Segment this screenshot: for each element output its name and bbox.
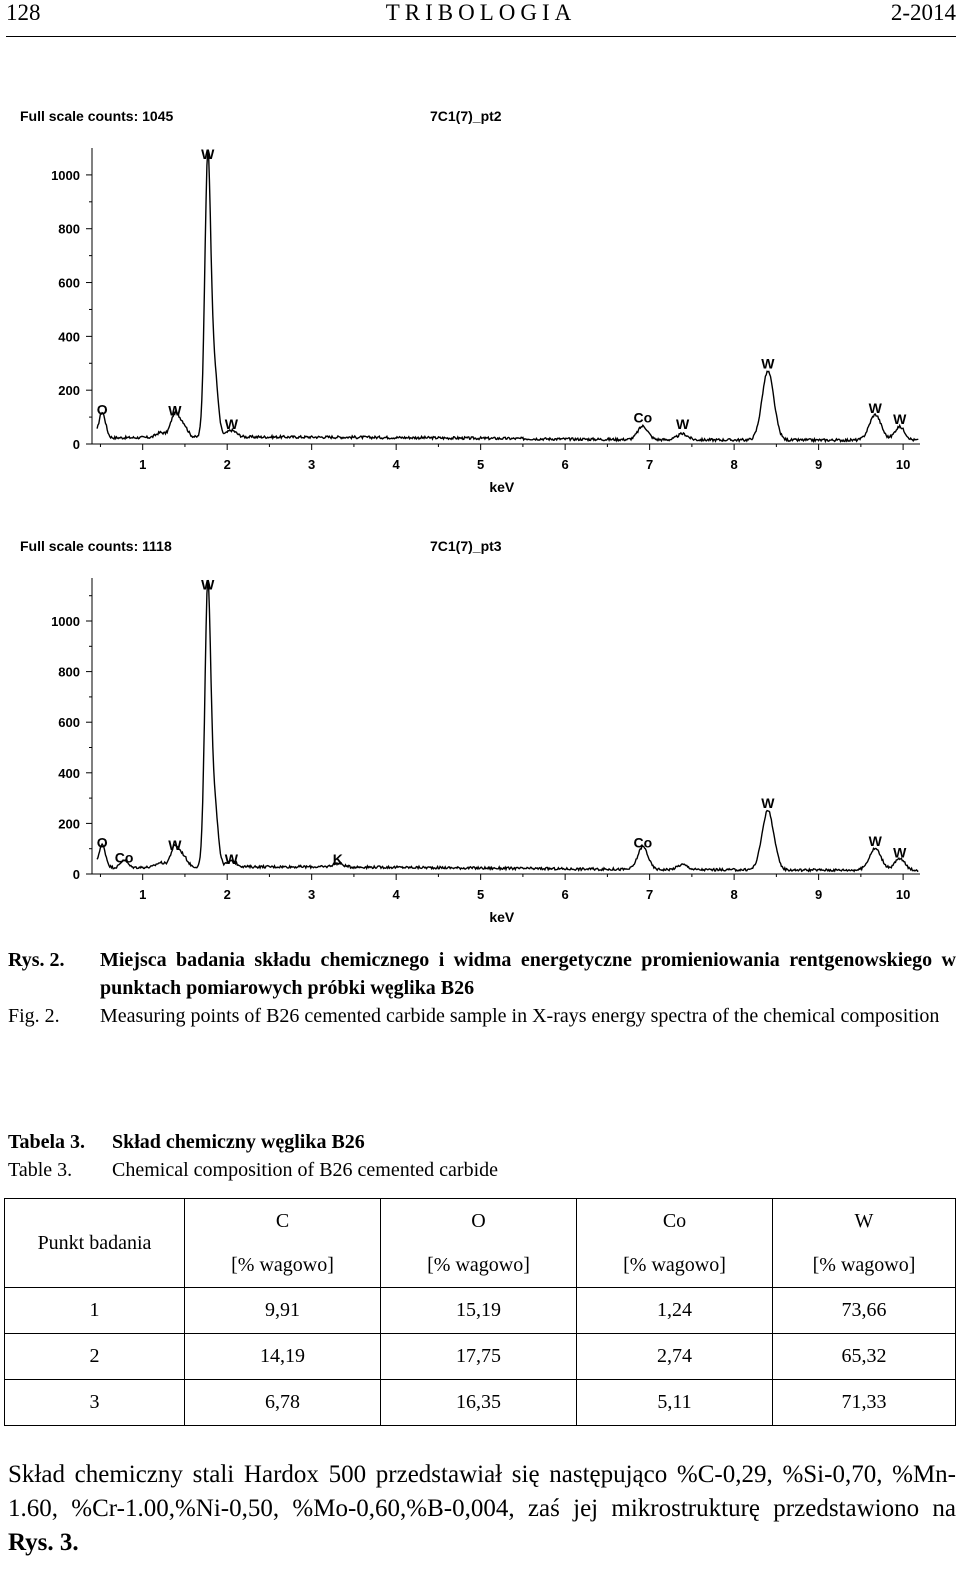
table-cell: 14,19 [185,1334,381,1380]
y-tick-label: 0 [72,437,80,452]
paragraph-text: Skład chemiczny stali Hardox 500 przedstawiał się następująco %C-0,29, %Si-0,70, %Mn-1.60, %Cr-1.00,%Ni-0,50, %Mo-0,60,%B-0,004, zaś jej mikrostrukturę przedstawiono na [8,1461,956,1522]
peak-label: W [761,355,775,372]
peak-label: W [224,416,239,433]
y-tick-label: 800 [58,664,80,680]
x-tick-label: 6 [561,457,569,472]
table-cell: 16,35 [381,1380,577,1426]
table-row [5,1334,956,1380]
x-tick-label: 5 [477,457,485,472]
table-header-row [5,1199,956,1244]
figure-reference: Rys. 3. [8,1529,79,1556]
table-title-pl: Skład chemiczny węglika B26 [112,1131,365,1153]
spectrum-title: 7C1(7)_pt2 [430,108,502,124]
x-tick-label: 3 [308,457,316,472]
table-label-en: Table 3. [8,1159,73,1181]
y-tick-label: 400 [58,765,80,781]
header-unit: [% wagowo] [381,1243,577,1288]
spectrum-svg-pt3 [0,520,960,940]
header-element-c: C [185,1199,381,1244]
peak-label: W [201,145,215,162]
x-tick-label: 8 [730,887,738,902]
header-unit: [% wagowo] [185,1243,381,1288]
x-tick-label: 8 [730,457,738,472]
y-tick-label: 600 [58,715,80,731]
table-cell: 73,66 [773,1288,956,1334]
x-tick-label: 9 [814,887,823,902]
y-tick-label: 400 [58,329,80,345]
figure-caption [8,946,956,1030]
spectrum-line [97,151,918,442]
page-number: 128 [6,0,41,25]
figure-caption-en [8,1002,956,1030]
peak-label: W [868,833,882,850]
peak-label: O [96,834,108,851]
x-tick-label: 10 [895,457,911,472]
y-tick-label: 800 [58,221,80,237]
peak-label: W [893,844,907,861]
table-cell: 1 [5,1288,185,1334]
spectrum-svg-pt2 [0,90,960,510]
table-caption-en [8,1156,498,1184]
full-scale-counts: Full scale counts: 1118 [20,538,172,554]
body-paragraph [8,1458,956,1560]
table-caption [8,1128,498,1184]
table-cell: 1,24 [577,1288,773,1334]
spectrum-title: 7C1(7)_pt3 [430,538,502,554]
header-element-co: Co [577,1199,773,1244]
table-cell: 2 [5,1334,185,1380]
table-cell: 65,32 [773,1334,956,1380]
table-cell: 9,91 [185,1288,381,1334]
figure-label-pl: Rys. 2. [8,949,65,971]
x-tick-label: 2 [223,457,231,472]
y-tick-label: 600 [58,275,80,291]
spectrum-line [97,580,918,871]
x-tick-label: 6 [561,887,569,902]
header-element-w: W [773,1199,956,1244]
x-tick-label: 4 [392,457,400,472]
spectrum-chart-pt3 [0,520,960,940]
issue-number: 2-2014 [890,0,956,25]
peak-label: W [168,402,182,419]
table-cell: 15,19 [381,1288,577,1334]
x-tick-label: 9 [814,457,823,472]
header-unit: [% wagowo] [773,1243,956,1288]
figure-text-en: Measuring points of B26 cemented carbide sample in X-rays energy spectra of the chemical composition [100,1005,940,1027]
peak-label: Co [633,834,653,851]
table-row [5,1288,956,1334]
y-tick-label: 0 [72,867,80,882]
x-tick-label: 3 [308,887,316,902]
peak-label: W [168,836,182,853]
y-tick-label: 200 [58,816,80,832]
full-scale-counts: Full scale counts: 1045 [20,108,174,124]
table-cell: 71,33 [773,1380,956,1426]
header-measurement-point: Punkt badania [5,1199,185,1288]
figure-label-en: Fig. 2. [8,1005,60,1027]
header-element-o: O [381,1199,577,1244]
header-unit: [% wagowo] [577,1243,773,1288]
table-cell: 6,78 [185,1380,381,1426]
peak-label: W [893,410,907,427]
x-tick-label: 1 [139,887,147,902]
y-tick-label: 1000 [51,167,80,183]
peak-label: Co [114,849,134,866]
table-row [5,1380,956,1426]
x-tick-label: 7 [646,887,654,902]
table-cell: 3 [5,1380,185,1426]
x-tick-label: 7 [646,457,654,472]
spectrum-chart-pt2 [0,90,960,510]
peak-label: W [868,400,882,417]
peak-label: Co [633,409,653,426]
peak-label: W [224,850,239,867]
peak-label: W [675,416,690,433]
composition-table [4,1198,956,1426]
x-tick-label: 5 [477,887,485,902]
peak-label: W [761,795,775,812]
table-title-en: Chemical composition of B26 cemented carbide [112,1159,498,1181]
table-cell: 5,11 [577,1380,773,1426]
y-tick-label: 200 [58,383,80,399]
table-caption-pl [8,1128,498,1156]
peak-label: W [201,576,215,593]
journal-name: TRIBOLOGIA [385,0,577,25]
figure-caption-pl [8,946,956,1002]
peak-label: O [96,401,108,418]
peak-label: K [332,850,343,867]
running-header [6,0,956,37]
x-tick-label: 10 [895,887,911,902]
table-cell: 2,74 [577,1334,773,1380]
x-tick-label: 2 [223,887,231,902]
y-tick-label: 1000 [51,614,80,630]
x-axis-label: keV [489,479,515,495]
x-axis-label: keV [489,909,515,925]
figure-text-pl: Miejsca badania składu chemicznego i widma energetyczne promieniowania rentgenowskiego w punktach pomiarowych próbki węglika B26 [100,949,956,999]
x-tick-label: 1 [139,457,147,472]
x-tick-label: 4 [392,887,400,902]
table-label-pl: Tabela 3. [8,1131,86,1153]
table-cell: 17,75 [381,1334,577,1380]
